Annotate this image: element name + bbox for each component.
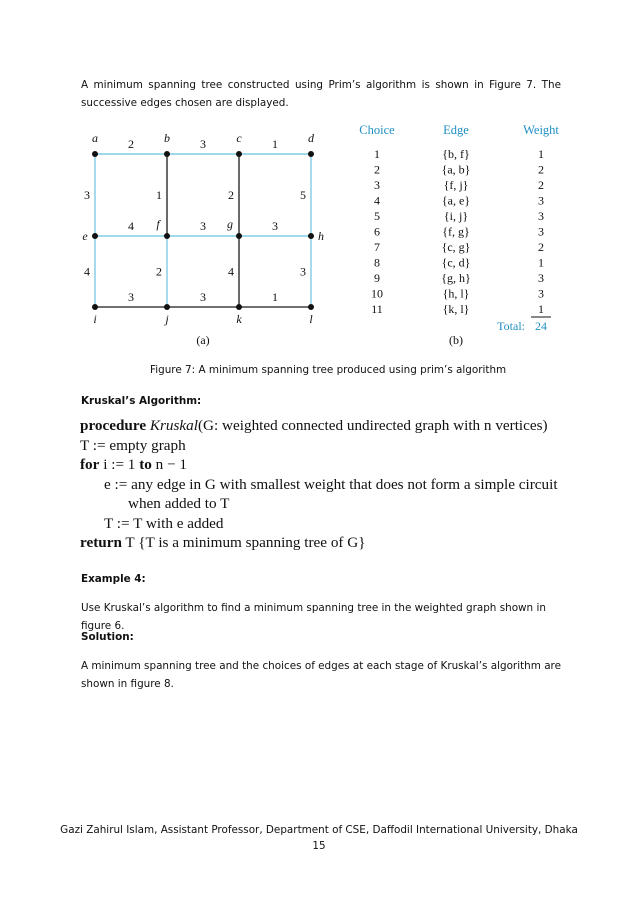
edge-weight-fg: 3 bbox=[200, 219, 206, 233]
example-text: Use Kruskal’s algorithm to find a minimum spanning tree in the weighted graph shown in figure 6. bbox=[81, 602, 546, 632]
edge-weight-kl: 1 bbox=[272, 290, 278, 304]
vertex-label-e: e bbox=[82, 229, 88, 243]
table-weight: 2 bbox=[538, 240, 544, 254]
table-edge: {c, d} bbox=[441, 255, 471, 270]
procedure-line-5: when added to T bbox=[128, 495, 230, 512]
edge-weight-ae: 3 bbox=[84, 188, 90, 202]
vertex-label-h: h bbox=[318, 229, 324, 243]
for-mid: i := 1 bbox=[99, 456, 140, 473]
table-header-weight: Weight bbox=[523, 123, 559, 137]
intro-paragraph: A minimum spanning tree constructed using Prim’s algorithm is shown in Figure 7. The successive edges chosen are displayed. bbox=[81, 79, 561, 109]
table-choice: 10 bbox=[371, 286, 383, 301]
vertex-label-d: d bbox=[308, 131, 314, 145]
procedure-line-1 bbox=[80, 416, 580, 436]
for-end: n − 1 bbox=[151, 456, 188, 473]
procedure-name: Kruskal bbox=[149, 417, 198, 434]
procedure-line-7 bbox=[80, 533, 580, 553]
kruskal-procedure bbox=[80, 416, 580, 553]
figure-caption: Figure 7: A minimum spanning tree produced using prim’s algorithm bbox=[150, 364, 507, 376]
vertex-label-a: a bbox=[92, 131, 98, 145]
solution-heading: Solution: bbox=[81, 631, 134, 643]
table-edge: {b, f} bbox=[442, 147, 470, 161]
vertex-a bbox=[92, 151, 98, 157]
vertex-e bbox=[92, 233, 98, 239]
prim-choices-table bbox=[355, 118, 575, 353]
table-edge: {c, g} bbox=[441, 240, 471, 254]
vertex-d bbox=[308, 151, 314, 157]
table-weight: 3 bbox=[538, 286, 544, 301]
edge-weight-ei: 4 bbox=[84, 264, 90, 279]
vertex-label-c: c bbox=[236, 131, 242, 145]
table-choice: 11 bbox=[371, 302, 383, 316]
table-weight: 3 bbox=[538, 224, 544, 239]
table-choice: 4 bbox=[374, 193, 380, 208]
table-choice: 7 bbox=[374, 240, 380, 254]
procedure-line-4: e := any edge in G with smallest weight that does not form a simple circuit bbox=[104, 475, 558, 493]
vertex-j bbox=[164, 304, 170, 310]
procedure-line-6: T := T with e added bbox=[104, 514, 224, 532]
vertex-f bbox=[164, 233, 170, 239]
edge-weight-gh: 3 bbox=[272, 219, 278, 233]
edge-weight-dh: 5 bbox=[300, 188, 306, 202]
table-header-choice: Choice bbox=[359, 123, 395, 137]
vertex-label-b: b bbox=[164, 131, 170, 145]
table-choice: 3 bbox=[374, 178, 380, 192]
kw-to: to bbox=[139, 456, 152, 473]
table-weight: 2 bbox=[538, 162, 544, 177]
edge-weight-cd: 1 bbox=[272, 137, 278, 151]
table-weight: 3 bbox=[538, 271, 544, 285]
table-choice: 6 bbox=[374, 224, 380, 239]
table-edge: {f, g} bbox=[442, 224, 470, 239]
table-choice: 8 bbox=[374, 255, 380, 270]
page-footer bbox=[60, 822, 578, 854]
table-edge: {g, h} bbox=[441, 271, 471, 285]
vertex-c bbox=[236, 151, 242, 157]
table-header-edge: Edge bbox=[443, 123, 469, 137]
edge-weight-cg: 2 bbox=[228, 188, 234, 202]
edge-weight-gk: 4 bbox=[228, 264, 234, 279]
table-choice: 1 bbox=[374, 147, 380, 161]
table-choice: 5 bbox=[374, 209, 380, 223]
procedure-line-2: T := empty graph bbox=[80, 436, 186, 454]
kw-return: return bbox=[80, 534, 122, 551]
vertex-label-l: l bbox=[309, 312, 313, 326]
table-edge: {k, l} bbox=[442, 302, 470, 316]
vertex-k bbox=[236, 304, 242, 310]
table-weight: 1 bbox=[538, 302, 544, 316]
edge-weight-fj: 2 bbox=[156, 264, 162, 279]
kruskal-heading: Kruskal’s Algorithm: bbox=[81, 395, 202, 407]
edge-weight-ij: 3 bbox=[128, 290, 134, 304]
procedure-line-3 bbox=[80, 455, 580, 475]
table-choice: 2 bbox=[374, 162, 380, 177]
table-edge: {a, b} bbox=[441, 162, 471, 177]
edge-weight-jk: 3 bbox=[200, 290, 206, 304]
table-weight: 1 bbox=[538, 255, 544, 270]
edge-weight-ab: 2 bbox=[128, 137, 134, 151]
return-rest: T {T is a minimum spanning tree of G} bbox=[121, 534, 366, 551]
vertex-label-i: i bbox=[93, 312, 97, 326]
vertex-label-f: f bbox=[156, 217, 160, 231]
table-total-value: 24 bbox=[535, 319, 547, 333]
footer-author: Gazi Zahirul Islam, Assistant Professor, Department of CSE, Daffodil International University, Dhaka bbox=[60, 824, 578, 836]
edge-weight-bf: 1 bbox=[156, 188, 162, 202]
vertex-g bbox=[236, 233, 242, 239]
vertex-h bbox=[308, 233, 314, 239]
edge-weight-hl: 3 bbox=[300, 264, 306, 279]
table-choice: 9 bbox=[374, 271, 380, 285]
table-edge: {f, j} bbox=[443, 178, 469, 192]
table-edge: {i, j} bbox=[443, 209, 469, 223]
solution-text: A minimum spanning tree and the choices of edges at each stage of Kruskal’s algorithm are shown in figure 8. bbox=[81, 660, 561, 690]
table-edge: {h, l} bbox=[442, 286, 470, 301]
kw-procedure: procedure bbox=[80, 417, 147, 434]
procedure-signature: (G: weighted connected undirected graph with n vertices) bbox=[198, 417, 548, 434]
table-weight: 2 bbox=[538, 178, 544, 192]
example-heading: Example 4: bbox=[81, 573, 146, 585]
kw-for: for bbox=[80, 456, 100, 473]
vertex-i bbox=[92, 304, 98, 310]
table-edge: {a, e} bbox=[441, 193, 471, 208]
prim-graph-figure bbox=[75, 118, 375, 348]
edge-weight-bc: 3 bbox=[200, 137, 206, 151]
vertex-b bbox=[164, 151, 170, 157]
table-weight: 1 bbox=[538, 147, 544, 161]
table-total-label: Total: bbox=[497, 319, 525, 333]
vertex-label-g: g bbox=[227, 217, 233, 231]
table-weight: 3 bbox=[538, 209, 544, 223]
edge-weight-ef: 4 bbox=[128, 219, 134, 233]
vertex-l bbox=[308, 304, 314, 310]
vertex-label-j: j bbox=[165, 312, 169, 326]
table-weight: 3 bbox=[538, 193, 544, 208]
page-number: 15 bbox=[312, 840, 326, 852]
vertex-label-k: k bbox=[236, 312, 242, 326]
subfigure-label-a: (a) bbox=[196, 333, 210, 347]
subfigure-label-b: (b) bbox=[449, 333, 463, 347]
